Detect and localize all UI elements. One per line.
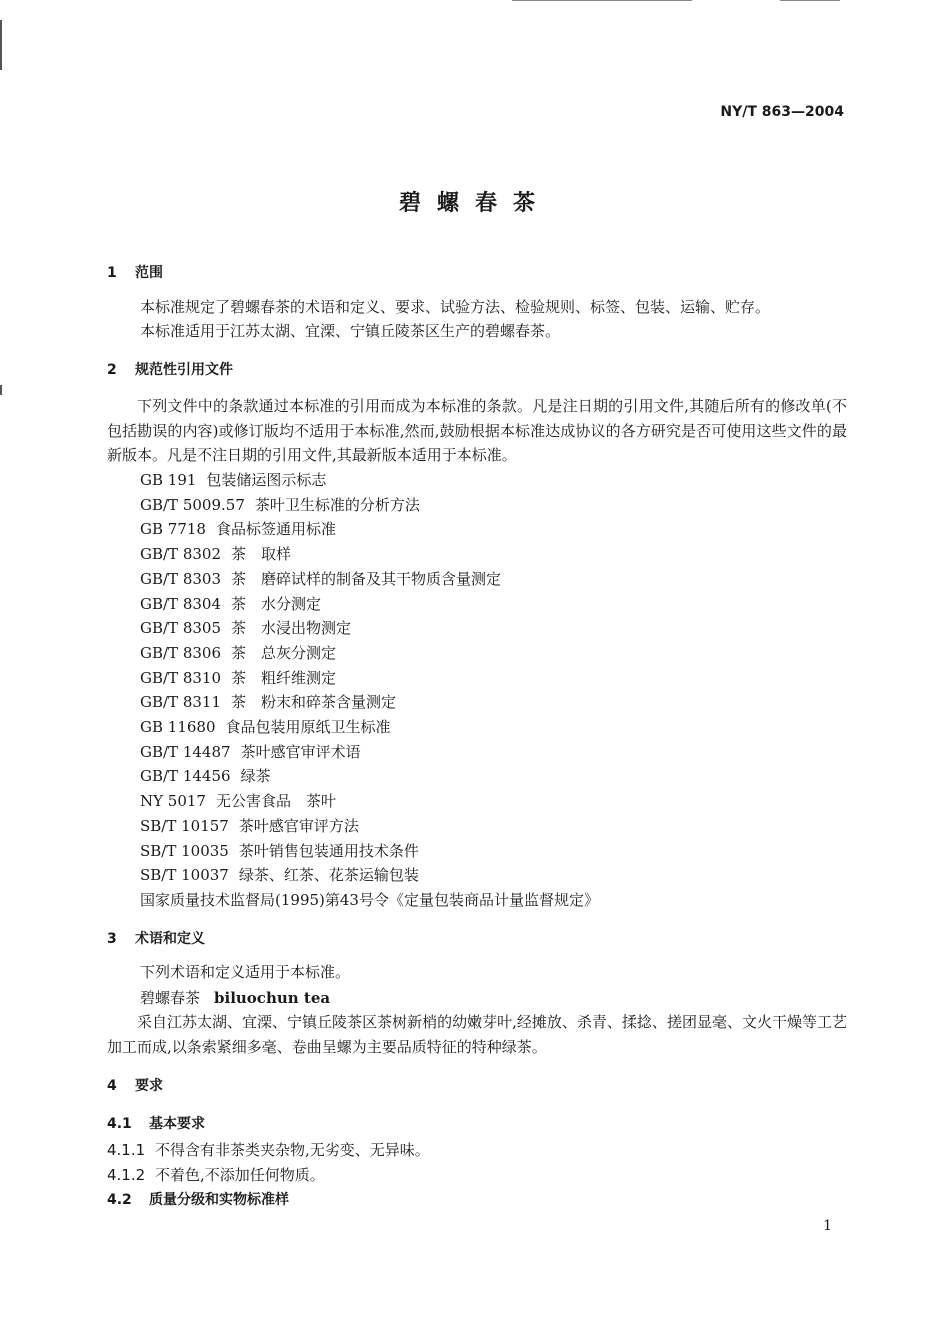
subsection-title: 基本要求 — [149, 1116, 205, 1132]
reference-title: 绿茶 — [240, 767, 271, 786]
reference-title: 茶叶感官审评术语 — [240, 742, 361, 761]
reference-title: 无公害食品 茶叶 — [215, 792, 336, 811]
subsection-4-1-heading — [107, 1113, 205, 1133]
reference-code: GB/T 8306 — [140, 643, 222, 662]
reference-item — [140, 740, 599, 765]
reference-title: 包装储运图示标志 — [206, 471, 327, 489]
reference-title: 茶 粉末和碎茶含量测定 — [231, 693, 397, 712]
reference-code: GB 11680 — [140, 718, 216, 737]
reference-item — [140, 616, 599, 641]
reference-code: GB/T 8302 — [140, 545, 222, 564]
subsection-number: 4.2 — [107, 1192, 132, 1208]
reference-code: GB 7718 — [140, 520, 206, 539]
document-title: 碧螺春茶 — [398, 191, 551, 216]
reference-code: GB/T 8303 — [140, 569, 222, 588]
reference-item — [140, 888, 599, 913]
reference-title: 茶 水分测定 — [231, 594, 322, 613]
section-3-heading — [107, 928, 205, 948]
subsection-number: 4.1 — [107, 1116, 132, 1132]
reference-item — [140, 789, 599, 814]
term-english: biluochun tea — [214, 989, 331, 1007]
reference-item — [140, 493, 599, 518]
reference-item — [140, 814, 599, 839]
clause-4-1-1 — [107, 1139, 430, 1160]
subsection-4-2-heading — [107, 1189, 289, 1209]
paragraph: 下列文件中的条款通过本标准的引用而成为本标准的条款。凡是注日期的引用文件,其随后所有的修改单(不包括勘误的内容)或修订版均不适用于本标准,然而,鼓励根据本标准达成协议的各方研究是否可使用这些文件的最新版本。凡是不注日期的引用文件,其最新版本适用于本标准。 — [107, 397, 847, 464]
section-title: 术语和定义 — [135, 931, 205, 947]
section-1-heading — [107, 262, 163, 282]
reference-item — [140, 542, 599, 567]
reference-title: 茶叶销售包装通用技术条件 — [238, 841, 419, 860]
reference-title: 绿茶、红茶、花茶运输包装 — [238, 866, 419, 885]
term-definition: 采自江苏太湖、宜溧、宁镇丘陵茶区茶树新梢的幼嫩芽叶,经摊放、杀青、揉捻、搓团显毫、文火干燥等工艺加工而成,以条索紧细多毫、卷曲呈螺为主要品质特征的特种绿茶。 — [107, 1013, 847, 1056]
term-entry — [140, 987, 330, 1008]
reference-item — [140, 592, 599, 617]
reference-title: 食品标签通用标准 — [215, 520, 336, 539]
scan-mark — [780, 0, 840, 1]
reference-code: SB/T 10037 — [140, 866, 229, 885]
reference-code: GB/T 5009.57 — [140, 495, 245, 514]
reference-item — [140, 468, 599, 493]
clause-text: 不着色,不添加任何物质。 — [155, 1166, 325, 1184]
reference-item — [140, 641, 599, 666]
reference-item — [140, 839, 599, 864]
reference-code: GB/T 8305 — [140, 619, 222, 638]
paragraph: 本标准规定了碧螺春茶的术语和定义、要求、试验方法、检验规则、标签、包装、运输、贮存。 — [140, 298, 771, 316]
reference-code: GB/T 8304 — [140, 594, 222, 613]
reference-code: NY 5017 — [140, 792, 206, 811]
paragraph: 下列术语和定义适用于本标准。 — [140, 963, 351, 981]
reference-title: 茶 总灰分测定 — [231, 643, 337, 662]
clause-number: 4.1.2 — [107, 1166, 146, 1184]
reference-title: 茶叶卫生标准的分析方法 — [254, 495, 420, 514]
section-title: 范围 — [135, 265, 163, 281]
section-title: 要求 — [135, 1078, 163, 1094]
reference-code: GB/T 8310 — [140, 668, 222, 687]
reference-title: 茶 取样 — [231, 545, 292, 564]
reference-code: GB/T 14456 — [140, 767, 231, 786]
section-number: 2 — [107, 362, 117, 378]
reference-code: SB/T 10035 — [140, 841, 229, 860]
scan-mark — [0, 385, 2, 395]
reference-item — [140, 517, 599, 542]
reference-title: 茶 粗纤维测定 — [231, 668, 337, 687]
section-number: 3 — [107, 931, 117, 947]
scan-mark — [0, 20, 2, 70]
reference-code: GB/T 8311 — [140, 693, 222, 712]
clause-number: 4.1.1 — [107, 1141, 146, 1159]
section-title: 规范性引用文件 — [135, 362, 233, 378]
reference-title: 茶 磨碎试样的制备及其干物质含量测定 — [231, 569, 502, 588]
reference-title: 茶 水浸出物测定 — [231, 619, 352, 638]
page-number: 1 — [823, 1218, 832, 1234]
term-chinese: 碧螺春茶 — [140, 989, 201, 1007]
reference-item — [140, 690, 599, 715]
clause-4-1-2 — [107, 1164, 325, 1185]
clause-text: 不得含有非茶类夹杂物,无劣变、无异味。 — [155, 1141, 430, 1159]
section-2-heading — [107, 359, 233, 379]
section-4-heading — [107, 1075, 163, 1095]
reference-code: GB 191 — [140, 471, 197, 489]
scan-mark — [512, 0, 692, 1]
reference-list — [140, 468, 599, 913]
reference-title: 国家质量技术监督局(1995)第43号令《定量包装商品计量监督规定》 — [140, 890, 599, 909]
reference-item — [140, 764, 599, 789]
subsection-title: 质量分级和实物标准样 — [149, 1192, 289, 1208]
reference-item — [140, 666, 599, 691]
section-number: 1 — [107, 265, 117, 281]
reference-item — [140, 567, 599, 592]
section-number: 4 — [107, 1078, 117, 1094]
standard-code: NY/T 863—2004 — [720, 104, 844, 120]
reference-code: GB/T 14487 — [140, 742, 231, 761]
reference-item — [140, 715, 599, 740]
reference-title: 茶叶感官审评方法 — [238, 816, 359, 835]
reference-title: 食品包装用原纸卫生标准 — [225, 718, 391, 737]
paragraph: 本标准适用于江苏太湖、宜溧、宁镇丘陵茶区生产的碧螺春茶。 — [140, 322, 561, 340]
reference-code: SB/T 10157 — [140, 816, 229, 835]
reference-item — [140, 863, 599, 888]
